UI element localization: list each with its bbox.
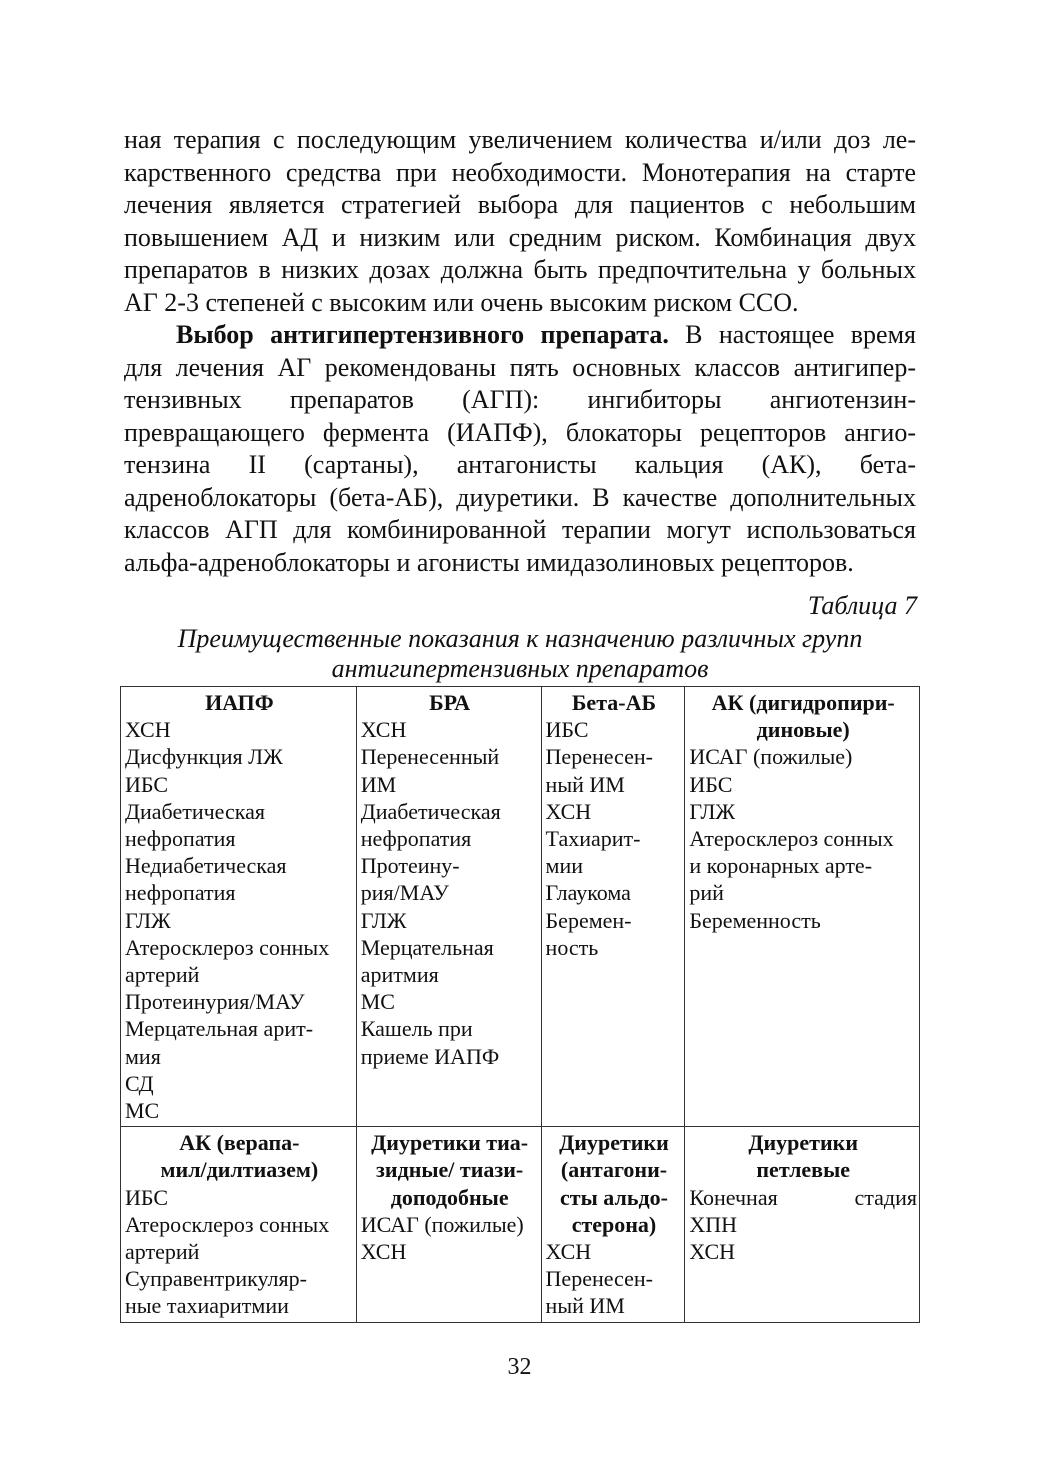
table-cell <box>121 687 357 1127</box>
table-cell <box>356 1127 541 1322</box>
column-header: БРА <box>429 690 471 715</box>
text-line: повышением АД и низким или средним риском. Комбинация двух <box>124 222 916 252</box>
column-header: диновые) <box>756 717 850 743</box>
page-number: 32 <box>507 1354 532 1380</box>
cell-item: нефропатия <box>125 826 236 852</box>
cell-item: Перенесен- <box>545 744 653 770</box>
cell-item: ИБС <box>545 717 589 743</box>
column-header: петлевые <box>756 1157 851 1183</box>
column-header: Бета-АБ <box>571 690 657 715</box>
table-cell <box>541 687 685 1127</box>
cell-item: Конечная стадия <box>689 1184 917 1210</box>
text-run: В настоящее время <box>668 320 917 349</box>
paragraph-1 <box>124 124 916 319</box>
cell-item: Перенесен- <box>545 1266 653 1292</box>
cell-item: Мерцательная арит- <box>125 1016 314 1042</box>
cell-item: ИСАГ (пожилые) <box>360 1211 524 1237</box>
text-line: адреноблокаторы (бета-АБ), диуретики. В качестве дополнительных <box>124 482 916 512</box>
table-cell <box>121 1127 357 1322</box>
cell-item: нефропатия <box>125 880 236 906</box>
column-header: ИАПФ <box>205 690 274 715</box>
cell-item: Кашель при <box>360 1016 473 1042</box>
cell-item: МС <box>360 989 395 1015</box>
table-caption <box>120 624 920 684</box>
table-cell <box>541 1127 685 1322</box>
text-line: ная терапия с последующим увеличением количества и/или доз ле- <box>124 125 916 154</box>
text-line: карственного средства при необходимости. Монотерапия на старте <box>124 157 916 187</box>
column-header: Диуретики тиа- <box>371 1130 529 1156</box>
column-header: Диуретики <box>748 1130 859 1156</box>
paragraph-2 <box>124 319 916 579</box>
cell-item: Тахиарит- <box>545 826 641 852</box>
text-line: превращающего фермента (ИАПФ), блокаторы рецепторов ангио- <box>124 417 916 447</box>
table-row <box>121 1127 920 1322</box>
cell-item: Диабетическая <box>125 798 265 824</box>
cell-item: Глаукома <box>545 880 631 906</box>
cell-item: ХСН <box>545 798 592 824</box>
cell-item: рия/МАУ <box>360 880 449 906</box>
column-header: стерона) <box>571 1211 657 1237</box>
table-cell <box>685 1127 920 1322</box>
cell-item: ГЛЖ <box>689 798 736 824</box>
text-line: альфа-адреноблокаторы и агонисты имидазолиновых рецепторов. <box>124 547 854 577</box>
column-header: сты альдо- <box>560 1184 668 1210</box>
text-line: для лечения АГ рекомендованы пять основных классов антигипер- <box>124 352 916 382</box>
cell-item: Атеросклероз сонных <box>125 934 330 960</box>
table-number: Таблица 7 <box>807 591 917 620</box>
column-header: доподобные <box>390 1184 509 1210</box>
cell-item: нефропатия <box>360 826 472 852</box>
cell-item: ИСАГ (пожилые) <box>689 744 853 770</box>
cell-item: ХСН <box>545 1239 592 1265</box>
cell-item: ХСН <box>689 1239 736 1265</box>
cell-item: Беременность <box>689 907 821 933</box>
column-header: мил/дилтиазем) <box>160 1157 319 1183</box>
cell-item: ХПН <box>689 1211 738 1237</box>
text-line: тензивных препаратов (АГП): ингибиторы ангиотензин- <box>124 385 916 414</box>
cell-item: артерий <box>125 962 200 988</box>
table-cell <box>356 687 541 1127</box>
text-line: тензина II (сартаны), антагонисты кальция (АК), бета- <box>124 450 916 479</box>
cell-item: ный ИМ <box>545 771 625 797</box>
cell-item: Беремен- <box>545 907 632 933</box>
cell-item: Перенесенный <box>360 744 500 770</box>
cell-item: мия <box>125 1043 161 1069</box>
cell-item: ИБС <box>689 771 733 797</box>
cell-item: Атеросклероз сонных <box>689 826 894 852</box>
cell-item: ХСН <box>125 717 171 743</box>
cell-item: Мерцательная <box>360 934 494 960</box>
caption-line: Преимущественные показания к назначению различных групп <box>177 624 863 653</box>
cell-item: МС <box>125 1098 160 1124</box>
cell-item: ность <box>545 934 599 960</box>
cell-item: артерий <box>125 1239 200 1265</box>
text-line: АГ 2-3 степеней с высоким или очень высоким риском ССО. <box>124 287 799 317</box>
column-header: Диуретики <box>559 1130 669 1156</box>
cell-item: аритмия <box>360 962 439 988</box>
table-cell <box>685 687 920 1127</box>
text-line: препаратов в низких дозах должна быть предпочтительна у больных <box>124 255 916 284</box>
cell-item: ХСН <box>360 1239 407 1265</box>
cell-item: мии <box>545 853 584 879</box>
text-line: классов АГП для комбинированной терапии могут использоваться <box>124 515 916 544</box>
cell-item: ные тахиаритмии <box>125 1293 289 1319</box>
cell-item: ный ИМ <box>545 1293 625 1319</box>
cell-item: и коронарных арте- <box>689 853 873 879</box>
column-header: зидные/ тиази- <box>376 1157 524 1183</box>
cell-item: ГЛЖ <box>360 907 407 933</box>
text-line: лечения является стратегией выбора для пациентов с небольшим <box>124 190 916 219</box>
cell-item: Протеинурия/МАУ <box>125 989 305 1015</box>
cell-item: приеме ИАПФ <box>360 1043 500 1069</box>
cell-item: Протеину- <box>360 853 460 879</box>
section-heading: Выбор антигипертензивного препарата. <box>176 320 669 349</box>
caption-line: антигипертензивных препаратов <box>331 654 709 683</box>
cell-item: Атеросклероз сонных <box>125 1211 330 1237</box>
cell-item: ГЛЖ <box>125 907 171 933</box>
column-header: (антагони- <box>560 1157 668 1183</box>
text-line <box>124 319 916 352</box>
table-row <box>121 687 920 1127</box>
cell-item: Суправентрикуляр- <box>125 1266 307 1292</box>
cell-item: ИБС <box>125 1184 169 1210</box>
cell-item: Дисфункция ЛЖ <box>125 744 283 770</box>
column-header: АК (дигидропири- <box>711 690 895 715</box>
cell-item: ХСН <box>360 717 407 743</box>
cell-item: Недиабетическая <box>125 853 287 879</box>
cell-item: рий <box>689 880 724 906</box>
cell-item: Диабетическая <box>360 798 501 824</box>
cell-item: СД <box>125 1070 154 1096</box>
cell-item: ИБС <box>125 771 169 797</box>
indications-table <box>120 686 920 1323</box>
cell-item: ИМ <box>360 771 397 797</box>
column-header: АК (верапа- <box>179 1130 300 1156</box>
